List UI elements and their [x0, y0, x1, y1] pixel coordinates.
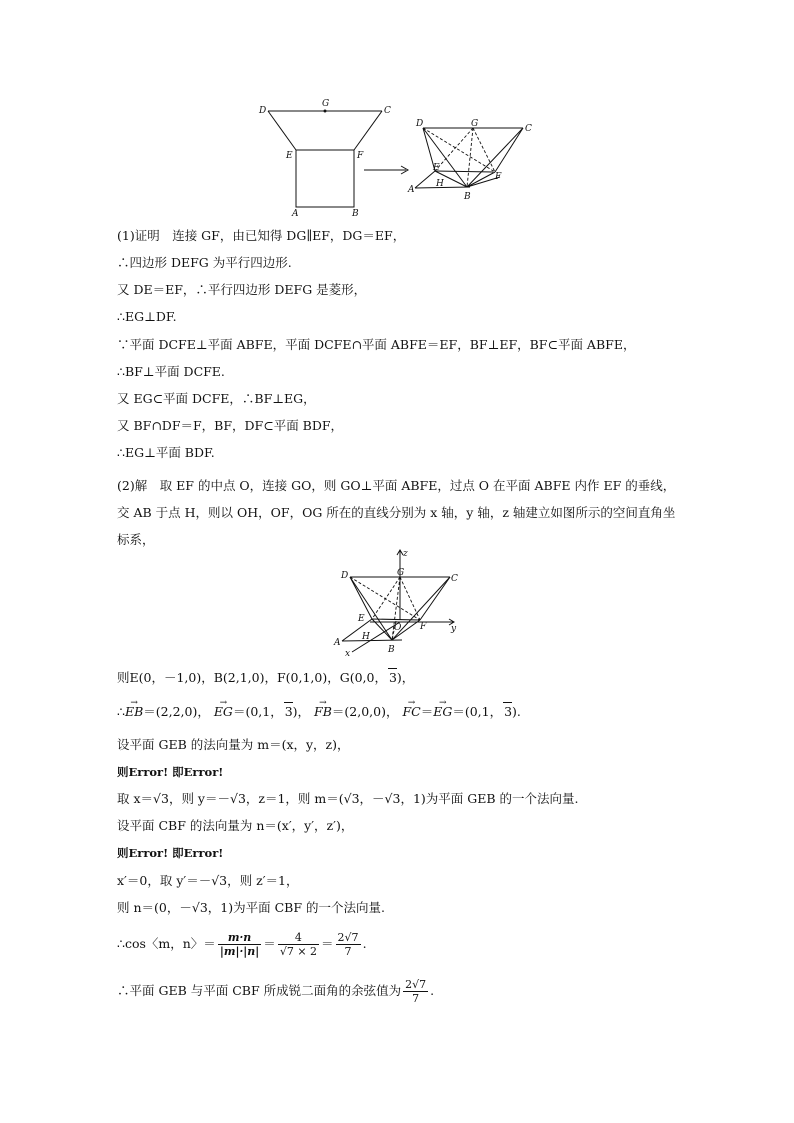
fraction-denominator: √7 × 2 — [279, 945, 318, 958]
vector-FC: → FC — [402, 703, 420, 721]
coords-suffix: )， — [396, 670, 415, 685]
solution-intro: (2)解 取 EF 的中点 O，连接 GO，则 GO⊥平面 ABFE，过点 O 在平面 ABFE 内作 EF 的垂线，交 AB 于点 H，则以 OH，OF，OG 所在的直线分别为 x 轴，y 轴，z 轴建立如图所示的空间直角坐标系， — [117, 478, 676, 547]
label-D: D — [416, 119, 424, 129]
label-H: H — [362, 632, 370, 642]
period: . — [362, 936, 367, 951]
label-A: A — [292, 209, 299, 219]
fraction-value — [278, 931, 319, 958]
fraction-numerator: 4 — [278, 931, 319, 945]
vector-FC-value: ＝(0,1， — [452, 704, 503, 719]
fraction-denominator: |m|·|n| — [219, 945, 260, 958]
n-error-text: 则Error! 即Error! — [117, 846, 224, 860]
label-E: E — [358, 614, 365, 624]
coords-text: E(0，－1,0)，B(2,1,0)，F(0,1,0)，G(0,0， — [129, 670, 387, 685]
proof-line-9: ∴EG⊥平面 BDF. — [117, 445, 215, 460]
axis-x-label: x — [345, 649, 351, 658]
label-G: G — [322, 99, 330, 109]
n-normal-error — [117, 844, 223, 862]
m-normal-error — [117, 763, 223, 781]
label-C: C — [384, 106, 391, 116]
fraction-numerator: 2√7 — [405, 978, 427, 991]
sqrt-radicand: 3 — [284, 704, 293, 719]
conclusion-line — [117, 974, 434, 1008]
label-C: C — [525, 124, 532, 134]
m-normal-set: 设平面 GEB 的法向量为 m＝(x，y，z)， — [117, 737, 350, 752]
conclusion-text: ∴平面 GEB 与平面 CBF 所成锐二面角的余弦值为 — [117, 983, 402, 998]
equals-sign: ＝ — [420, 704, 434, 719]
vector-EG: → EG — [433, 703, 452, 721]
n-normal-set: 设平面 CBF 的法向量为 n＝(x′，y′，z′)， — [117, 818, 354, 833]
vector-FB: → FB — [314, 703, 332, 721]
proof-line-8: 又 BF∩DF＝F，BF，DF⊂平面 BDF， — [117, 418, 344, 433]
proof-line-7: 又 EG⊂平面 DCFE，∴BF⊥EG， — [117, 391, 316, 406]
label-B: B — [352, 209, 359, 219]
cosine-line — [117, 928, 367, 960]
label-A: A — [334, 638, 341, 648]
n-normal-take: x′＝0，取 y′＝－√3，则 z′＝1， — [117, 873, 299, 888]
proof-line-4: ∴EG⊥DF. — [117, 309, 177, 324]
label-G: G — [471, 119, 479, 129]
axis-z-label: z — [403, 549, 408, 559]
vector-FC-end: ). — [512, 704, 521, 719]
fraction-answer — [403, 978, 428, 1005]
fraction-denominator: 7 — [412, 992, 420, 1005]
label-E: E — [433, 163, 440, 173]
coordinates-line — [117, 668, 414, 687]
coords-prefix: 则 — [117, 670, 130, 685]
label-D: D — [341, 571, 349, 581]
vector-EG: → EG — [214, 703, 233, 721]
equals-sign: ＝ — [321, 936, 334, 951]
figure-folded-solid — [405, 112, 543, 204]
vector-FB-value: ＝(2,0,0)， — [331, 704, 399, 719]
axis-y-label: y — [451, 624, 457, 634]
label-A: A — [408, 185, 415, 195]
vector-EG-end: )， — [292, 704, 311, 719]
fraction-result — [336, 931, 361, 958]
label-F: F — [495, 172, 502, 182]
label-D: D — [259, 106, 267, 116]
sqrt-radicand: 3 — [504, 704, 513, 719]
figure-planar-net — [250, 95, 400, 220]
fraction-numerator: m·n — [218, 931, 261, 945]
m-normal-take: 取 x＝√3，则 y＝－√3，z＝1，则 m＝(√3，－√3，1)为平面 GEB 的一个法向量. — [117, 791, 579, 806]
label-F: F — [420, 622, 427, 632]
label-F: F — [357, 151, 364, 161]
cos-lhs: ∴cos〈m，n〉＝ — [117, 936, 216, 951]
label-C: C — [451, 574, 458, 584]
label-O: O — [394, 623, 402, 633]
proof-line-2: ∴四边形 DEFG 为平行四边形. — [117, 255, 292, 270]
n-normal-result: 则 n＝(0，－√3，1)为平面 CBF 的一个法向量. — [117, 900, 385, 915]
label-G: G — [397, 568, 405, 578]
proof-line-3: 又 DE＝EF，∴平行四边形 DEFG 是菱形， — [117, 282, 367, 297]
proof-line-1: (1)证明 连接 GF，由已知得 DG∥EF，DG＝EF， — [117, 228, 406, 243]
fraction-mn — [218, 931, 261, 958]
vectors-line — [117, 702, 521, 721]
period: . — [430, 983, 435, 998]
vector-EB-value: ＝(2,2,0)， — [143, 704, 210, 719]
label-B: B — [464, 192, 471, 202]
fraction-numerator: 2√7 — [337, 931, 359, 944]
proof-line-5: ∵平面 DCFE⊥平面 ABFE，平面 DCFE∩平面 ABFE＝EF，BF⊥EF，BF⊂平面 ABFE， — [117, 337, 636, 352]
therefore-symbol: ∴ — [117, 704, 125, 719]
fraction-denominator: 7 — [344, 945, 352, 958]
vector-EB: → EB — [125, 703, 143, 721]
proof-line-6: ∴BF⊥平面 DCFE. — [117, 364, 225, 379]
label-E: E — [286, 151, 293, 161]
vector-EG-value: ＝(0,1， — [232, 704, 283, 719]
label-H: H — [436, 179, 444, 189]
figure-coordinate-system — [330, 548, 465, 658]
sqrt-radicand: 3 — [388, 670, 397, 685]
m-error-text: 则Error! 即Error! — [117, 765, 224, 779]
label-B: B — [388, 645, 395, 655]
equals-sign: ＝ — [263, 936, 276, 951]
